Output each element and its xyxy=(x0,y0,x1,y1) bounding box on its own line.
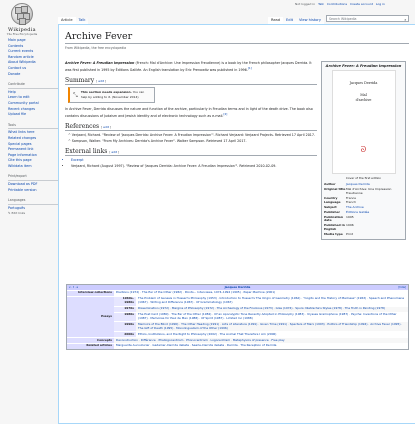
sidebar-item[interactable]: Page information xyxy=(8,152,37,157)
navbox-title[interactable]: Jacques Derrida xyxy=(224,284,251,289)
infobox-value: 1996 xyxy=(346,223,354,228)
infobox-row: Language French xyxy=(324,201,403,205)
notice-body: You can help by adding to it. (November 2014) xyxy=(80,90,145,100)
navbox-list[interactable]: Marguerite Aucouturier · Gadamer–Derrida debate · Searle–Derrida debate · Derrida · The Reception of Derrida xyxy=(114,344,408,349)
sidebar-tools xyxy=(8,123,58,170)
edit-links-label: Edit links xyxy=(11,211,26,216)
search-icon[interactable]: ⌕ xyxy=(404,16,407,22)
navbox-title-bar xyxy=(67,285,408,290)
section-heading-references xyxy=(65,124,317,131)
sidebar-item[interactable]: Special pages xyxy=(8,141,32,146)
navbox-subgroup-label: 1960s–1980s xyxy=(114,297,136,306)
edit-section-link[interactable]: [ edit ] xyxy=(101,125,112,130)
infobox-row: Subject The Archive xyxy=(324,206,403,210)
navbox-subgroup xyxy=(114,297,408,337)
sidebar-heading: Print/export xyxy=(8,174,58,181)
sidebar-item[interactable]: Printable version xyxy=(8,187,37,192)
sidebar-contribute xyxy=(8,82,58,118)
sidebar-heading: Languages xyxy=(8,198,58,205)
personal-toolbar xyxy=(295,2,413,6)
lead-text: (French: Mal d'Archive: Une Impression Freudienne) is a book by the French philosopher Jacques Derrida. It was first published in 1995 by Éditions Galilée. An English translation by Eric Prenowitz was published in 1996. xyxy=(65,61,312,73)
infobox-value: Mal d'Archive: Une Impression Freudienne xyxy=(346,187,392,196)
external-link[interactable]: • Verjaard, Richard (August 1997). "Review of 'Jacques Derrida: Archive Fever: A Freudian Impression'". Retrieved 2010-02-09. xyxy=(71,164,317,169)
navbox-list[interactable]: Dissemination (1972) · Margins of Philosophy (1972) · The Archeology of the Frivolous (1973) · Glas (1974) · Spurs: Nietzsche's Styles (1978) · The Truth in Painting (1978) xyxy=(136,307,408,312)
sidebar-item[interactable]: Learn to edit xyxy=(8,95,30,100)
edit-section-link[interactable]: [ edit ] xyxy=(96,79,107,84)
sidebar-language-item[interactable]: Português xyxy=(8,205,26,210)
tab-read[interactable]: Read xyxy=(268,17,283,25)
external-link[interactable]: • Excerpt xyxy=(71,158,317,163)
page-title: Archive Fever xyxy=(65,31,409,44)
cover-author: Jacques Derrida xyxy=(349,81,378,86)
navbox-vte-links[interactable]: v · t · e xyxy=(69,285,79,289)
cover-caption: Cover of the first edition xyxy=(345,176,382,181)
sidebar-print xyxy=(8,174,58,193)
reference-item[interactable]: ^ Sampson, Walker. "From My Archives: Derrida's Archive Fever". Walker Sampson. Retrieved 17 April 2017. xyxy=(68,139,247,144)
external-links-heading: External links xyxy=(65,148,108,156)
navbox-jacques-derrida xyxy=(66,284,409,350)
navbox-subgroup-label: 1990s xyxy=(114,322,136,331)
infobox-row: Country France xyxy=(324,197,403,201)
sidebar-item[interactable]: Recent changes xyxy=(8,106,36,111)
navbox-group: Interview collections xyxy=(67,291,114,296)
navbox-row xyxy=(67,296,408,337)
sidebar-item[interactable]: Random article xyxy=(8,54,34,59)
sidebar-item[interactable]: Cite this page xyxy=(8,158,32,163)
references-list xyxy=(65,133,317,144)
sidebar-item[interactable]: Donate xyxy=(8,71,21,76)
sidebar-item[interactable]: Help xyxy=(8,89,16,94)
book-cover-image[interactable] xyxy=(332,70,396,174)
publisher-logo-icon: ᘐ xyxy=(360,145,367,155)
navbox-list[interactable]: The Problem of Genesis in Husserl's Philosophy (1953) · Introduction to Husserl's The Origin of Geometry (1962) · "Cogito and the History of Madness" (1963) · Speech and Phenomena (1967) · Writing and Difference (1967) · Of Grammatology (1967) xyxy=(136,297,408,306)
sidebar-heading: Contribute xyxy=(8,82,58,89)
notice-title: This section needs expansion. xyxy=(80,90,132,95)
citation-link[interactable]: [1] xyxy=(247,66,252,70)
sidebar-heading: Tools xyxy=(8,123,58,130)
infobox-value: Print xyxy=(346,231,353,236)
navbox-subgroup-label: 2000s xyxy=(114,332,136,337)
sidebar-item[interactable]: Permanent link xyxy=(8,147,34,152)
navbox-list[interactable]: Memoirs of the Blind (1990) · The Other Heading (1991) · Acts of Literature (1991) · Given Time (1991) · Specters of Marx (1993) · Politics of Friendship (1994) · Archive Fever (1995) · The Gift of Death (1995) · Monolingualism of the Other (1996) xyxy=(136,322,408,331)
sidebar-item[interactable]: Contact us xyxy=(8,65,27,70)
globe-icon xyxy=(11,3,33,25)
navbox-row xyxy=(67,337,408,343)
summary-text: In Archive Fever, Derrida discusses the nature and function of the archive, particularly in Freudian terms and in light of the death drive. The book also contains discussions of Judaism and Jewish identity and of electronic technology such as e-mail. xyxy=(65,107,313,119)
edit-links[interactable] xyxy=(8,211,58,217)
summary-paragraph xyxy=(65,107,317,119)
infobox-value: 1995 xyxy=(346,214,354,219)
article-content xyxy=(58,24,415,424)
sidebar-item[interactable]: Community portal xyxy=(8,100,39,105)
sidebar-item[interactable]: Wikidata item xyxy=(8,163,32,168)
navbox-row xyxy=(67,290,408,296)
infobox-value[interactable]: The Archive xyxy=(346,205,364,210)
tab-talk[interactable]: Talk xyxy=(76,17,89,25)
infobox-row: Original title Mal d'Archive: Une Impression Freudienne xyxy=(324,188,403,196)
lead-paragraph xyxy=(65,61,317,73)
infobox-value[interactable]: Éditions Galilée xyxy=(346,209,370,214)
sidebar xyxy=(8,38,58,222)
infobox xyxy=(321,61,406,240)
logo-wordmark: Wikipedia xyxy=(8,27,36,33)
infobox-value: France xyxy=(346,195,356,200)
sidebar-item[interactable]: What links here xyxy=(8,130,35,135)
log-in-link[interactable]: Log in xyxy=(375,2,385,6)
citation-link[interactable]: [2] xyxy=(223,112,228,117)
infobox-value[interactable]: Jacques Derrida xyxy=(346,182,370,187)
create-account-link[interactable]: Create account xyxy=(350,2,373,6)
infobox-title: Archive Fever: A Freudian Impression xyxy=(325,64,402,68)
edit-section-link[interactable]: [ edit ] xyxy=(109,150,120,155)
external-links-list xyxy=(65,158,317,169)
sidebar-item[interactable]: Main page xyxy=(8,38,26,42)
contributions-link[interactable]: Contributions xyxy=(326,2,348,6)
sidebar-navigation xyxy=(8,38,58,77)
site-subtitle: From Wikipedia, the free encyclopedia xyxy=(65,46,127,50)
navbox-group: Concepts xyxy=(67,338,114,343)
navbox-row xyxy=(67,343,408,349)
logo-tagline: The Free Encyclopedia xyxy=(6,33,38,36)
infobox-row: Publisher Éditions Galilée xyxy=(324,211,403,215)
sidebar-item[interactable]: Related changes xyxy=(8,135,37,140)
navbox-subgroup-label: 1980s xyxy=(114,313,136,322)
cover-title: Mal d'archive xyxy=(355,93,372,102)
article-body xyxy=(65,61,317,170)
expand-icon: ⤡ xyxy=(73,91,78,99)
sidebar-item[interactable]: About Wikipedia xyxy=(8,60,36,65)
navbox-list[interactable]: Positions (1972) · The Ear of the Other (1982) · Points... Interviews, 1974–1994 (1995) · Paper Machine (2001) xyxy=(114,291,408,296)
tab-view-history[interactable]: View history xyxy=(296,17,324,25)
infobox-row: Publication date 1995 xyxy=(324,216,403,224)
references-heading: References xyxy=(65,123,100,131)
navbox-hide-toggle[interactable]: [hide] xyxy=(398,285,406,289)
infobox-row: Media type Print xyxy=(324,233,403,237)
navbox-group: Essays xyxy=(67,297,114,337)
sidebar-item[interactable]: Current events xyxy=(8,49,34,54)
pencil-icon: ✎ xyxy=(8,211,11,216)
expansion-notice xyxy=(68,87,155,103)
summary-heading: Summary xyxy=(65,77,95,85)
wikipedia-logo[interactable] xyxy=(6,3,38,36)
talk-link[interactable]: Talk xyxy=(318,2,324,6)
sidebar-item[interactable]: Download as PDF xyxy=(8,182,38,187)
tab-article[interactable]: Article xyxy=(58,17,76,25)
navbox-subgroup-label: 1970s xyxy=(114,307,136,312)
sidebar-item[interactable]: Upload file xyxy=(8,112,27,117)
infobox-row: Published in English 1996 xyxy=(324,224,403,232)
navbox-list[interactable]: The Post Card (1980) · The Ear of the Other (1982) · Of an Apocalyptic Tone Recently Adopted in Philosophy (1983) · Ulysses Gramophone (1987) · Psyche: Inventions of the Other (1987) · Memoires for Paul de Man (1988) · Of Spirit (1987) · Limited Inc (1988) xyxy=(136,313,408,322)
navbox-list[interactable]: Ethics, Institutions, and the Right to Philosophy (2002) · The Animal That Therefore I Am (2006) xyxy=(136,332,408,337)
section-heading-summary xyxy=(65,78,317,85)
infobox-row: Author Jacques Derrida xyxy=(324,183,403,187)
infobox-value: French xyxy=(346,200,356,205)
navbox-group: Related articles xyxy=(67,344,114,349)
sidebar-languages xyxy=(8,198,58,217)
navbox-list[interactable]: Deconstruction · Différance · Phallogocentrism · Phonocentrism · Logocentrism · Metaphysics of presence · Free play xyxy=(114,338,408,343)
sidebar-item[interactable]: Contents xyxy=(8,43,24,48)
search-placeholder: Search Wikipedia xyxy=(329,17,357,21)
not-logged-in-label: Not logged in xyxy=(295,2,316,6)
search-input[interactable] xyxy=(326,15,409,22)
section-heading-external-links xyxy=(65,149,317,156)
lead-title: Archive Fever: A Freudian Impression xyxy=(65,61,135,65)
reference-item[interactable]: ^ Verjaard, Richard. "Review of 'Jacques Derrida: Archive Fever: A Freudian Impression'". Richard Verjaard: Verjaard Projects. Retrieved 17 April 2017. xyxy=(68,133,316,138)
tab-edit[interactable]: Edit xyxy=(283,17,296,25)
